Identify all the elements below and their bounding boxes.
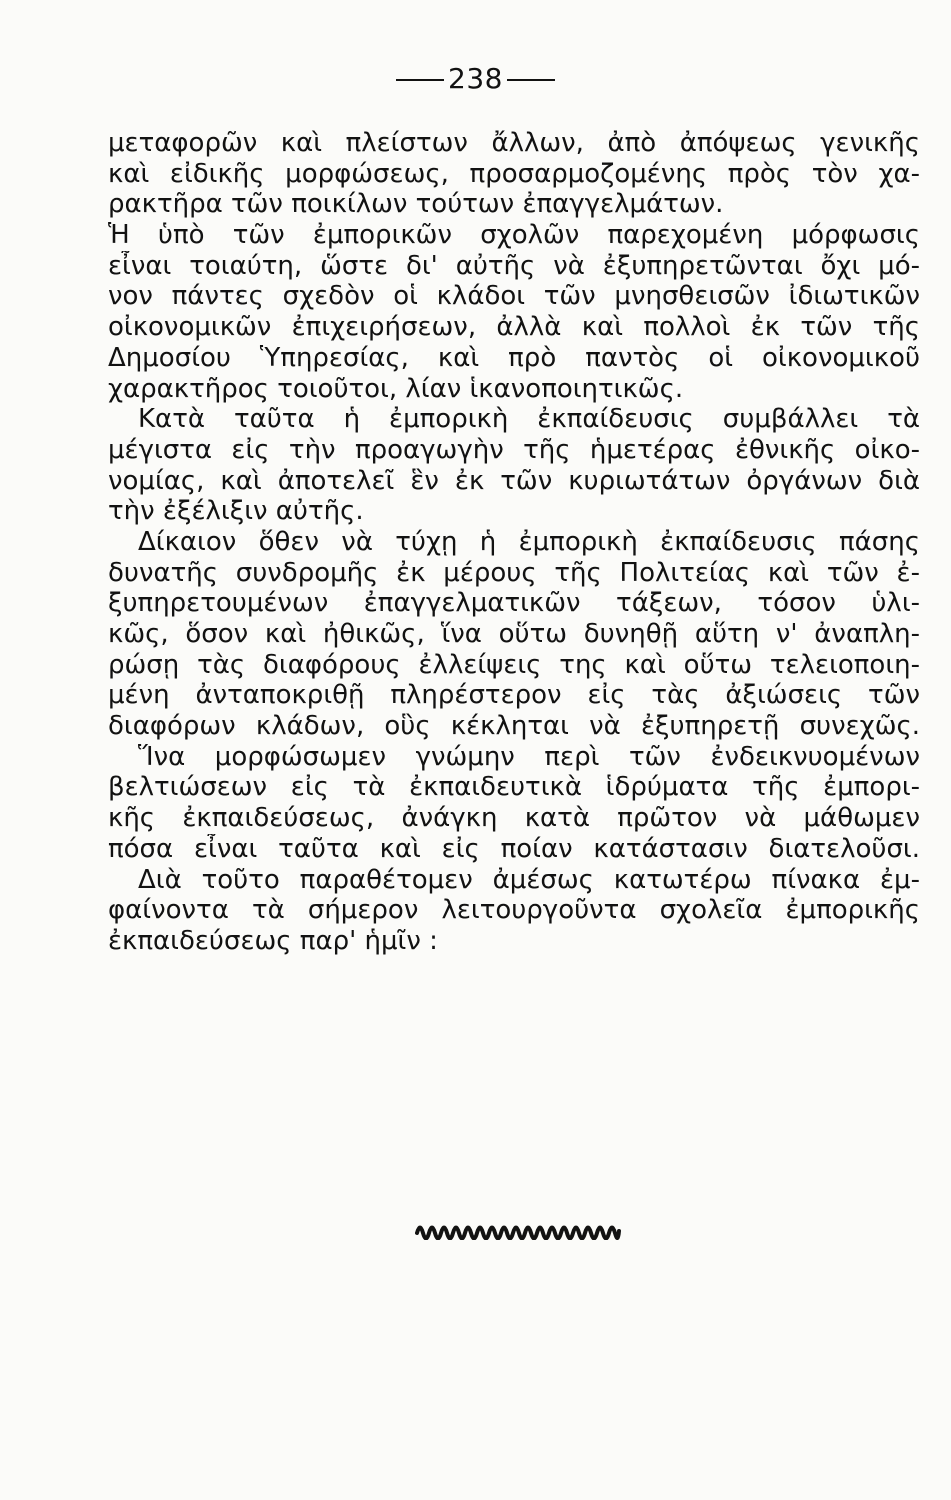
text-line: μένη ἀνταποκριθῇ πληρέστερον εἰς τὰς ἀξιώσεις τῶν — [108, 680, 920, 711]
text-line: Δίκαιον ὅθεν νὰ τύχῃ ἡ ἐμπορικὴ ἐκπαίδευσις πάσης — [138, 526, 920, 557]
decorative-wave-ornament-icon — [415, 1218, 621, 1240]
text-line: βελτιώσεων εἰς τὰ ἐκπαιδευτικὰ ἱδρύματα τῆς ἐμπορι- — [108, 772, 920, 803]
text-line: Δημοσίου Ὑπηρεσίας, καὶ πρὸ παντὸς οἱ οἰκονομικοῦ — [108, 342, 920, 373]
left-dash — [396, 79, 444, 81]
text-line: πόσα εἶναι ταῦτα καὶ εἰς ποίαν κατάστασιν διατελοῦσι. — [108, 833, 920, 864]
text-line: ρώσῃ τὰς διαφόρους ἐλλείψεις της καὶ οὕτω τελειοποιη- — [108, 649, 920, 680]
text-line: νομίας, καὶ ἀποτελεῖ ἓν ἐκ τῶν κυριωτάτων ὀργάνων διὰ — [108, 465, 920, 496]
text-line: οἰκονομικῶν ἐπιχειρήσεων, ἀλλὰ καὶ πολλοὶ ἐκ τῶν τῆς — [108, 312, 920, 343]
text-line: Διὰ τοῦτο παραθέτομεν ἀμέσως κατωτέρω πίνακα ἐμ- — [138, 864, 920, 895]
body-text — [108, 128, 920, 957]
text-line: νον πάντες σχεδὸν οἱ κλάδοι τῶν μνησθεισῶν ἰδιωτικῶν — [108, 281, 920, 312]
page-number-header — [0, 62, 951, 95]
text-line: μεταφορῶν καὶ πλείστων ἄλλων, ἀπὸ ἀπόψεως γενικῆς — [108, 128, 920, 158]
text-line: διαφόρων κλάδων, οὓς κέκληται νὰ ἐξυπηρετῇ συνεχῶς. — [108, 711, 920, 742]
page-number: 238 — [448, 62, 503, 95]
text-line: καὶ εἰδικῆς μορφώσεως, προσαρμοζομένης πρὸς τὸν χα- — [108, 158, 920, 189]
text-line: Ἵνα μορφώσωμεν γνώμην περὶ τῶν ἐνδεικνυομένων — [138, 741, 920, 772]
text-line: ἐκπαιδεύσεως παρ' ἡμῖν : — [108, 925, 438, 956]
text-line: Ἡ ὑπὸ τῶν ἐμπορικῶν σχολῶν παρεχομένη μόρφωσις — [108, 220, 920, 251]
text-line: δυνατῆς συνδρομῆς ἐκ μέρους τῆς Πολιτείας καὶ τῶν ἐ- — [108, 557, 920, 588]
text-line: χαρακτῆρος τοιοῦτοι, λίαν ἱκανοποιητικῶς. — [108, 373, 684, 404]
text-line: φαίνοντα τὰ σήμερον λειτουργοῦντα σχολεῖα ἐμπορικῆς — [108, 895, 920, 926]
text-line: ξυπηρετουμένων ἐπαγγελματικῶν τάξεων, τόσον ὑλι- — [108, 588, 920, 619]
text-line: ρακτῆρα τῶν ποικίλων τούτων ἐπαγγελμάτων. — [108, 189, 724, 220]
right-dash — [507, 79, 555, 81]
text-line: μέγιστα εἰς τὴν προαγωγὴν τῆς ἡμετέρας ἐθνικῆς οἰκο- — [108, 434, 920, 465]
text-line: εἶναι τοιαύτη, ὥστε δι' αὐτῆς νὰ ἐξυπηρετῶνται ὄχι μό- — [108, 250, 920, 281]
text-line: κῆς ἐκπαιδεύσεως, ἀνάγκη κατὰ πρῶτον νὰ μάθωμεν — [108, 803, 920, 834]
text-line: Κατὰ ταῦτα ἡ ἐμπορικὴ ἐκπαίδευσις συμβάλλει τὰ — [138, 404, 920, 435]
text-line: τὴν ἐξέλιξιν αὐτῆς. — [108, 496, 364, 527]
text-line: κῶς, ὅσον καὶ ἠθικῶς, ἵνα οὕτω δυνηθῇ αὕτη ν' ἀναπλη- — [108, 619, 920, 649]
